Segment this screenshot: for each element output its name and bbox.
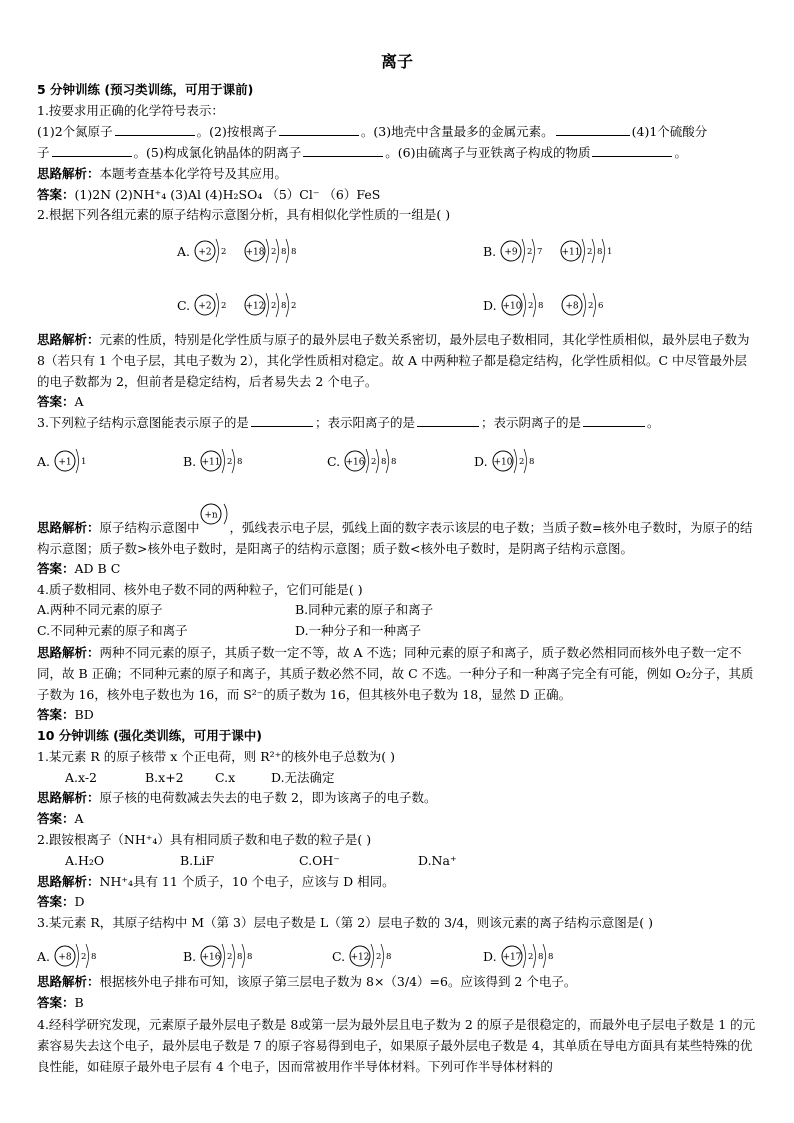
diagram-option[interactable]	[483, 234, 629, 268]
q7-stem: 3.某元素 R，其原子结构中 M（第 3）层电子数是 L（第 2）层电子数的 3/4，则该元素的离子结构示意图是( )	[37, 915, 654, 930]
electron-shell-arc	[366, 449, 369, 473]
nuclear-charge: +16	[345, 457, 365, 468]
shell-electron-count: 8	[237, 457, 243, 467]
q2-stem: 2.根据下列各组元素的原子结构示意图分析，具有相似化学性质的一组是( )	[37, 207, 451, 222]
q5-options: A.x-2 B.x+2 C.x D.无法确定	[65, 770, 335, 785]
atom-structure-diagram	[243, 234, 307, 268]
electron-shell-arc	[222, 944, 225, 968]
atom-structure-diagram	[500, 288, 554, 322]
nuclear-charge: +1	[58, 457, 72, 468]
shell-electron-count: 2	[376, 952, 382, 962]
atom-structure-diagram	[199, 939, 263, 973]
shell-electron-count: 2	[518, 457, 524, 467]
shell-electron-count: 8	[237, 952, 243, 962]
nuclear-charge: +10	[493, 457, 513, 468]
shell-electron-count: 2	[227, 457, 233, 467]
electron-shell-arc	[522, 239, 525, 263]
electron-shell-arc	[266, 239, 269, 263]
option-b: B.同种元素的原子和离子	[295, 602, 434, 617]
nuclear-charge: +8	[58, 952, 72, 963]
shell-electron-count: 7	[537, 247, 543, 257]
diagram-option[interactable]	[483, 939, 570, 973]
nuclear-charge: +9	[504, 247, 518, 258]
shell-electron-count: 8	[528, 457, 534, 467]
diagram-option[interactable]	[327, 444, 413, 478]
q6-hint: 思路解析：NH⁺₄具有 11 个质子，10 个电子，应该与 D 相同。	[37, 874, 395, 889]
q7-hint: 思路解析：根据核外电子排布可知，该原子第三层电子数为 8×（3/4）=6。应该得到 2 个电子。	[37, 974, 577, 989]
option-label: B.	[183, 948, 197, 964]
nuclear-charge: +16	[201, 952, 221, 963]
option-c: C.不同种元素的原子和离子	[37, 623, 188, 638]
shell-electron-count: 6	[597, 301, 603, 311]
shell-electron-count: 8	[291, 247, 297, 257]
page-title: 离子	[380, 52, 413, 71]
q3-stem: 3.下列粒子结构示意图能表示原子的是 ；表示阳离子的是 ；表示阴离子的是 。	[37, 415, 660, 430]
atom-structure-diagram	[53, 939, 107, 973]
diagram-option[interactable]	[183, 939, 269, 973]
q6-options: A.H₂O B.LiF C.OH⁻ D.Na⁺	[65, 853, 457, 868]
shell-electron-count: 8	[386, 952, 392, 962]
shell-electron-count: 8	[391, 457, 397, 467]
q5-answer: 答案：A	[37, 811, 84, 826]
nuclear-charge: +2	[198, 247, 212, 258]
option-label: D.	[474, 453, 488, 469]
option-label: D.	[483, 948, 497, 964]
diagram-option[interactable]	[37, 444, 103, 478]
shell-electron-count: 2	[291, 301, 297, 311]
atom-structure-diagram	[560, 288, 614, 322]
option-label: A.	[37, 948, 51, 964]
shell-electron-count: 1	[81, 457, 87, 467]
atom-structure-diagram	[193, 288, 237, 322]
electron-shell-arc	[371, 944, 374, 968]
section-heading-5min: 5 分钟训练 (预习类训练，可用于课前)	[37, 82, 254, 97]
electron-shell-arc	[523, 944, 526, 968]
answer-blank[interactable]	[279, 123, 359, 136]
q4-options-row1	[37, 600, 757, 621]
nuclear-charge: +8	[564, 301, 579, 312]
atom-structure-diagram	[500, 939, 564, 973]
q6-answer: 答案：D	[37, 894, 85, 909]
shell-electron-count: 8	[91, 952, 97, 962]
shell-electron-count: 2	[227, 952, 233, 962]
diagram-option[interactable]	[474, 444, 551, 478]
q5-hint: 思路解析：原子核的电荷数减去失去的电子数 2，即为该离子的电子数。	[37, 790, 437, 805]
q5-stem: 1.某元素 R 的原子核带 x 个正电荷，则 R²⁺的核外电子总数为( )	[37, 749, 396, 764]
electron-shell-arc	[514, 449, 517, 473]
option-d: D.一种分子和一种离子	[295, 623, 422, 638]
shell-electron-count: 2	[527, 952, 533, 962]
shell-electron-count: 2	[221, 301, 227, 311]
electron-shell-arc	[523, 293, 526, 317]
answer-blank[interactable]	[52, 144, 132, 157]
electron-shell-arc	[76, 449, 79, 473]
diagram-option[interactable]	[37, 939, 113, 973]
answer-blank[interactable]	[592, 144, 672, 157]
answer-blank[interactable]	[303, 144, 383, 157]
nuclear-charge: +10	[502, 301, 522, 312]
q1-hint: 思路解析：本题考查基本化学符号及其应用。	[37, 166, 288, 181]
atom-structure-diagram	[243, 288, 307, 322]
q2-answer: 答案：A	[37, 394, 84, 409]
shell-electron-count: 8	[281, 247, 287, 257]
shell-electron-count: 8	[537, 301, 543, 311]
shell-electron-count: 2	[81, 952, 87, 962]
shell-electron-count: 2	[371, 457, 377, 467]
shell-electron-count: 2	[587, 301, 593, 311]
q2-hint: 思路解析：元素的性质，特别是化学性质与原子的最外层电子数关系密切，最外层电子数相同，其化学性质相似，最外层电子数为 8（若只有 1 个电子层，其电子数为 2），其化学性质相对稳定。故 A 中两种粒子都是稳定结构，化学性质相似。C 中尽管最外层的电子数都为 2，但前者是稳定结构，后者易失去 2 个电子。	[37, 332, 750, 389]
section-heading-10min: 10 分钟训练 (强化类训练，可用于课中)	[37, 728, 263, 743]
q3-hint: 思路解析：原子结构示意图中 +n ，弧线表示电子层，弧线上面的数字表示该层的电子数；当质子数=核外电子数时，为原子的结构示意图；质子数>核外电子数时，是阳离子的结构示意图；质子数<核外电子数时，是阴离子结构示意图。	[37, 517, 757, 559]
electron-shell-arc	[582, 239, 585, 263]
option-label: C.	[177, 297, 191, 313]
nucleus-symbol	[200, 510, 230, 532]
nuclear-charge: +11	[201, 457, 221, 468]
shell-electron-count: 8	[281, 301, 287, 311]
q4-options-row2	[37, 621, 757, 642]
electron-shell-arc	[266, 293, 269, 317]
answer-blank[interactable]	[251, 414, 313, 427]
nuclear-charge: +17	[502, 952, 522, 963]
option-a: A.两种不同元素的原子	[37, 602, 163, 617]
answer-blank[interactable]	[556, 123, 630, 136]
q3-answer: 答案：AD B C	[37, 561, 121, 576]
q6-stem: 2.跟铵根离子（NH⁺₄）具有相同质子数和电子数的粒子是( )	[37, 832, 372, 847]
q1-line2: (1)2个氮原子 。(2)按根离子 。(3)地壳中含量最多的金属元素。 (4)1个硫酸分	[37, 124, 708, 139]
nuclear-charge: +18	[245, 247, 265, 258]
shell-electron-count: 2	[271, 247, 277, 257]
q7-answer: 答案：B	[37, 995, 84, 1010]
option-label: C.	[332, 948, 346, 964]
shell-electron-count: 8	[597, 247, 603, 257]
answer-blank[interactable]	[417, 414, 479, 427]
electron-shell-arc	[216, 293, 219, 317]
electron-shell-arc	[76, 944, 79, 968]
answer-blank[interactable]	[583, 414, 645, 427]
atom-structure-diagram	[343, 444, 407, 478]
shell-electron-count: 8	[547, 952, 553, 962]
nuclear-charge: +12	[245, 301, 265, 312]
option-label: A.	[37, 453, 51, 469]
shell-electron-count: 1	[607, 247, 613, 257]
shell-electron-count: 2	[527, 301, 533, 311]
atom-structure-diagram	[193, 234, 237, 268]
q1-answer: 答案：(1)2N (2)NH⁺₄ (3)Al (4)H₂SO₄ （5）Cl⁻ （6）FeS	[37, 187, 381, 202]
option-label: B.	[183, 453, 197, 469]
answer-blank[interactable]	[115, 123, 195, 136]
shell-electron-count: 8	[247, 952, 253, 962]
diagram-option[interactable]	[177, 234, 313, 268]
q1-stem: 1.按要求用正确的化学符号表示：	[37, 103, 224, 118]
electron-shell-arc	[583, 293, 586, 317]
atom-structure-diagram	[53, 444, 97, 478]
nuclear-charge: +11	[561, 247, 581, 258]
atom-structure-diagram	[499, 234, 553, 268]
diagram-option[interactable]	[183, 444, 259, 478]
atom-structure-diagram	[491, 444, 545, 478]
q4-answer: 答案：BD	[37, 707, 94, 722]
diagram-option[interactable]	[177, 288, 313, 322]
option-label: A.	[177, 243, 191, 259]
shell-electron-count: 2	[221, 247, 227, 257]
shell-electron-count: 8	[381, 457, 387, 467]
nuclear-charge: +2	[198, 301, 212, 312]
diagram-option[interactable]	[332, 939, 408, 973]
shell-electron-count: 2	[271, 301, 277, 311]
option-label: C.	[327, 453, 341, 469]
diagram-option[interactable]	[483, 288, 620, 322]
nuclear-charge: +12	[350, 952, 370, 963]
q1-line3: 子 。(5)构成氯化钠晶体的阴离子 。(6)由硫离子与亚铁离子构成的物质 。	[37, 145, 687, 160]
atom-structure-diagram	[559, 234, 623, 268]
shell-electron-count: 2	[587, 247, 593, 257]
q4-stem: 4.质子数相同、核外电子数不同的两种粒子，它们可能是( )	[37, 582, 363, 597]
svg-text:+n: +n	[203, 510, 218, 521]
atom-structure-diagram	[348, 939, 402, 973]
electron-shell-arc	[222, 449, 225, 473]
q8-stem: 4.经科学研究发现，元素原子最外层电子数是 8或第一层为最外层且电子数为 2 的原子是很稳定的，而最外电子层电子数是 1 的元素容易失去这个电子，最外层电子数是 7 的原子容易得到电子，如果原子最外层电子数是 4，其单质在导电方面具有某些特殊的优良性能，如硅原子最外电子层有 4 个电子，因而常被用作半导体材料。下列可作半导体材料的	[37, 1017, 756, 1074]
shell-electron-count: 8	[537, 952, 543, 962]
option-label: D.	[483, 297, 497, 313]
atom-structure-diagram	[199, 444, 253, 478]
option-label: B.	[483, 243, 497, 259]
electron-shell-arc	[216, 239, 219, 263]
q4-hint: 思路解析：两种不同元素的原子，其质子数一定不等，故 A 不选；同种元素的原子和离子，质子数必然相同而核外电子数一定不同，故 B 正确；不同种元素的原子和离子，其质子数必然不同，故 C 不选。一种分子和一种离子完全有可能，例如 O₂分子，其质子数为 16，核外电子数也为 16，而 S²⁻的质子数为 16，但其核外电子数为 18，显然 D 正确。	[37, 645, 754, 702]
shell-electron-count: 2	[527, 247, 533, 257]
